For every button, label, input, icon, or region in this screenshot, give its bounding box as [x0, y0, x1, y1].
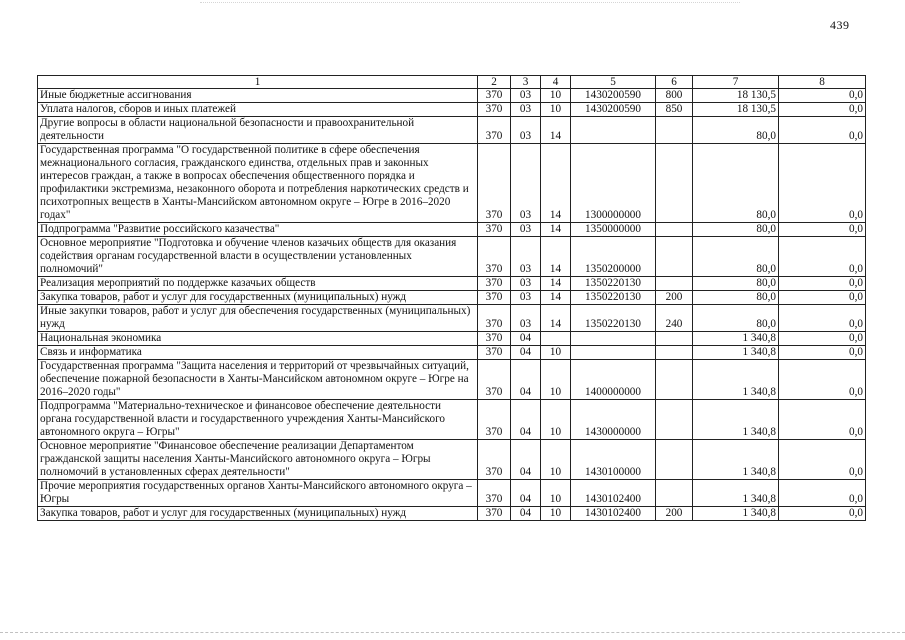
row-expense-type — [656, 144, 693, 223]
row-section: 04 — [511, 332, 541, 346]
row-description: Иные бюджетные ассигнования — [38, 89, 478, 103]
row-code-gov: 370 — [478, 305, 511, 332]
row-description: Национальная экономика — [38, 332, 478, 346]
row-section: 03 — [511, 89, 541, 103]
row-subsection: 14 — [541, 237, 571, 277]
row-expense-type — [656, 117, 693, 144]
row-expense-type: 200 — [656, 291, 693, 305]
row-amount: 80,0 — [693, 237, 779, 277]
row-description: Основное мероприятие "Финансовое обеспечение реализации Департаментом гражданской защиты населения Ханты-Мансийского автономного округа – Югры полномочий в установленных сферах деятельности" — [38, 440, 478, 480]
row-description: Другие вопросы в области национальной безопасности и правоохранительной деятельности — [38, 117, 478, 144]
row-section: 03 — [511, 223, 541, 237]
row-description: Реализация мероприятий по поддержке казачьих обществ — [38, 277, 478, 291]
budget-table — [37, 75, 866, 521]
row-amount-2: 0,0 — [779, 223, 866, 237]
row-amount: 1 340,8 — [693, 507, 779, 521]
row-code-gov: 370 — [478, 144, 511, 223]
row-section: 04 — [511, 400, 541, 440]
row-section: 04 — [511, 480, 541, 507]
row-expense-type — [656, 480, 693, 507]
row-subsection: 10 — [541, 103, 571, 117]
table-row — [38, 305, 866, 332]
scan-artifact-bottom — [0, 632, 905, 634]
row-amount: 18 130,5 — [693, 89, 779, 103]
row-section: 03 — [511, 291, 541, 305]
table-row — [38, 507, 866, 521]
row-code-gov: 370 — [478, 117, 511, 144]
row-description: Подпрограмма "Материально-техническое и финансовое обеспечение деятельности органа государственной власти и государственного учреждения Ханты-Мансийского автономного округа – Югры" — [38, 400, 478, 440]
row-code-gov: 370 — [478, 440, 511, 480]
row-code-gov: 370 — [478, 507, 511, 521]
row-target-article: 1430200590 — [571, 103, 656, 117]
table-row — [38, 223, 866, 237]
row-expense-type — [656, 223, 693, 237]
header-col-4: 4 — [541, 76, 571, 89]
row-section: 04 — [511, 346, 541, 360]
row-amount-2: 0,0 — [779, 507, 866, 521]
row-target-article — [571, 117, 656, 144]
row-code-gov: 370 — [478, 480, 511, 507]
row-amount-2: 0,0 — [779, 305, 866, 332]
row-target-article: 1430200590 — [571, 89, 656, 103]
table-row — [38, 277, 866, 291]
row-subsection: 10 — [541, 346, 571, 360]
row-expense-type: 800 — [656, 89, 693, 103]
row-expense-type: 240 — [656, 305, 693, 332]
table-row — [38, 480, 866, 507]
row-subsection: 10 — [541, 507, 571, 521]
row-target-article: 1400000000 — [571, 360, 656, 400]
table-row — [38, 117, 866, 144]
row-amount-2: 0,0 — [779, 89, 866, 103]
row-target-article: 1430100000 — [571, 440, 656, 480]
header-col-8: 8 — [779, 76, 866, 89]
row-target-article — [571, 332, 656, 346]
row-code-gov: 370 — [478, 400, 511, 440]
row-amount: 1 340,8 — [693, 332, 779, 346]
row-amount: 1 340,8 — [693, 480, 779, 507]
row-amount: 80,0 — [693, 277, 779, 291]
row-expense-type — [656, 332, 693, 346]
header-col-7: 7 — [693, 76, 779, 89]
row-subsection: 14 — [541, 291, 571, 305]
row-amount-2: 0,0 — [779, 360, 866, 400]
row-amount: 80,0 — [693, 117, 779, 144]
table-row — [38, 144, 866, 223]
row-subsection: 10 — [541, 440, 571, 480]
row-amount: 80,0 — [693, 223, 779, 237]
row-amount: 18 130,5 — [693, 103, 779, 117]
row-expense-type — [656, 237, 693, 277]
row-code-gov: 370 — [478, 237, 511, 277]
row-expense-type — [656, 440, 693, 480]
row-subsection: 10 — [541, 480, 571, 507]
row-section: 04 — [511, 440, 541, 480]
header-col-6: 6 — [656, 76, 693, 89]
row-amount-2: 0,0 — [779, 332, 866, 346]
row-description: Закупка товаров, работ и услуг для государственных (муниципальных) нужд — [38, 291, 478, 305]
row-subsection: 14 — [541, 305, 571, 332]
row-section: 04 — [511, 360, 541, 400]
row-section: 03 — [511, 144, 541, 223]
table-row — [38, 346, 866, 360]
table-row — [38, 360, 866, 400]
row-code-gov: 370 — [478, 223, 511, 237]
row-target-article: 1350220130 — [571, 277, 656, 291]
header-col-3: 3 — [511, 76, 541, 89]
row-section: 03 — [511, 103, 541, 117]
header-col-1: 1 — [38, 76, 478, 89]
row-amount-2: 0,0 — [779, 440, 866, 480]
table-row — [38, 103, 866, 117]
row-amount-2: 0,0 — [779, 117, 866, 144]
row-amount-2: 0,0 — [779, 400, 866, 440]
row-subsection: 14 — [541, 117, 571, 144]
row-code-gov: 370 — [478, 291, 511, 305]
table-row — [38, 440, 866, 480]
row-code-gov: 370 — [478, 360, 511, 400]
scan-artifact-top — [200, 2, 740, 4]
table-row — [38, 400, 866, 440]
row-expense-type: 200 — [656, 507, 693, 521]
row-amount: 80,0 — [693, 305, 779, 332]
header-col-5: 5 — [571, 76, 656, 89]
table-row — [38, 291, 866, 305]
row-description: Связь и информатика — [38, 346, 478, 360]
row-description: Государственная программа "Защита населения и территорий от чрезвычайных ситуаций, обеспечение пожарной безопасности в Ханты-Мансийском автономном округе – Югре на 2016–2020 годы" — [38, 360, 478, 400]
row-section: 03 — [511, 117, 541, 144]
row-target-article: 1350220130 — [571, 305, 656, 332]
row-section: 03 — [511, 277, 541, 291]
table-row — [38, 237, 866, 277]
row-amount-2: 0,0 — [779, 144, 866, 223]
row-amount: 1 340,8 — [693, 360, 779, 400]
row-target-article: 1300000000 — [571, 144, 656, 223]
row-description: Иные закупки товаров, работ и услуг для обеспечения государственных (муниципальных) нужд — [38, 305, 478, 332]
header-row — [38, 76, 866, 89]
row-amount-2: 0,0 — [779, 277, 866, 291]
row-subsection: 10 — [541, 89, 571, 103]
row-expense-type — [656, 400, 693, 440]
row-target-article: 1350220130 — [571, 291, 656, 305]
row-description: Основное мероприятие "Подготовка и обучение членов казачьих обществ для оказания содействия органам государственной власти в осуществлении установленных полномочий" — [38, 237, 478, 277]
row-amount-2: 0,0 — [779, 103, 866, 117]
row-amount-2: 0,0 — [779, 237, 866, 277]
row-description: Уплата налогов, сборов и иных платежей — [38, 103, 478, 117]
header-col-2: 2 — [478, 76, 511, 89]
row-description: Подпрограмма "Развитие российского казачества" — [38, 223, 478, 237]
row-target-article: 1430102400 — [571, 507, 656, 521]
row-target-article: 1350200000 — [571, 237, 656, 277]
row-expense-type: 850 — [656, 103, 693, 117]
row-subsection: 14 — [541, 144, 571, 223]
row-amount: 1 340,8 — [693, 400, 779, 440]
table-row — [38, 89, 866, 103]
row-amount-2: 0,0 — [779, 480, 866, 507]
row-expense-type — [656, 346, 693, 360]
row-expense-type — [656, 360, 693, 400]
row-code-gov: 370 — [478, 346, 511, 360]
row-expense-type — [656, 277, 693, 291]
row-code-gov: 370 — [478, 277, 511, 291]
row-section: 03 — [511, 237, 541, 277]
row-code-gov: 370 — [478, 103, 511, 117]
row-amount: 1 340,8 — [693, 440, 779, 480]
row-section: 04 — [511, 507, 541, 521]
row-target-article — [571, 346, 656, 360]
row-amount-2: 0,0 — [779, 291, 866, 305]
row-amount: 1 340,8 — [693, 346, 779, 360]
row-amount: 80,0 — [693, 144, 779, 223]
row-code-gov: 370 — [478, 332, 511, 346]
table-row — [38, 332, 866, 346]
row-subsection: 10 — [541, 400, 571, 440]
row-section: 03 — [511, 305, 541, 332]
row-description: Государственная программа "О государственной политике в сфере обеспечения межнационального согласия, гражданского единства, отдельных прав и законных интересов граждан, а также в вопросах обеспечения общественного порядка и профилактики экстремизма, незаконного оборота и потребления наркотических средств и психотропных веществ в Ханты-Мансийском автономном округе – Югре в 2016–2020 годах" — [38, 144, 478, 223]
row-subsection: 14 — [541, 277, 571, 291]
row-target-article: 1430102400 — [571, 480, 656, 507]
row-target-article: 1430000000 — [571, 400, 656, 440]
row-amount: 80,0 — [693, 291, 779, 305]
row-code-gov: 370 — [478, 89, 511, 103]
row-subsection: 10 — [541, 360, 571, 400]
row-subsection: 14 — [541, 223, 571, 237]
page-number: 439 — [830, 18, 850, 32]
row-amount-2: 0,0 — [779, 346, 866, 360]
row-subsection — [541, 332, 571, 346]
row-description: Прочие мероприятия государственных органов Ханты-Мансийского автономного округа – Югры — [38, 480, 478, 507]
row-target-article: 1350000000 — [571, 223, 656, 237]
row-description: Закупка товаров, работ и услуг для государственных (муниципальных) нужд — [38, 507, 478, 521]
